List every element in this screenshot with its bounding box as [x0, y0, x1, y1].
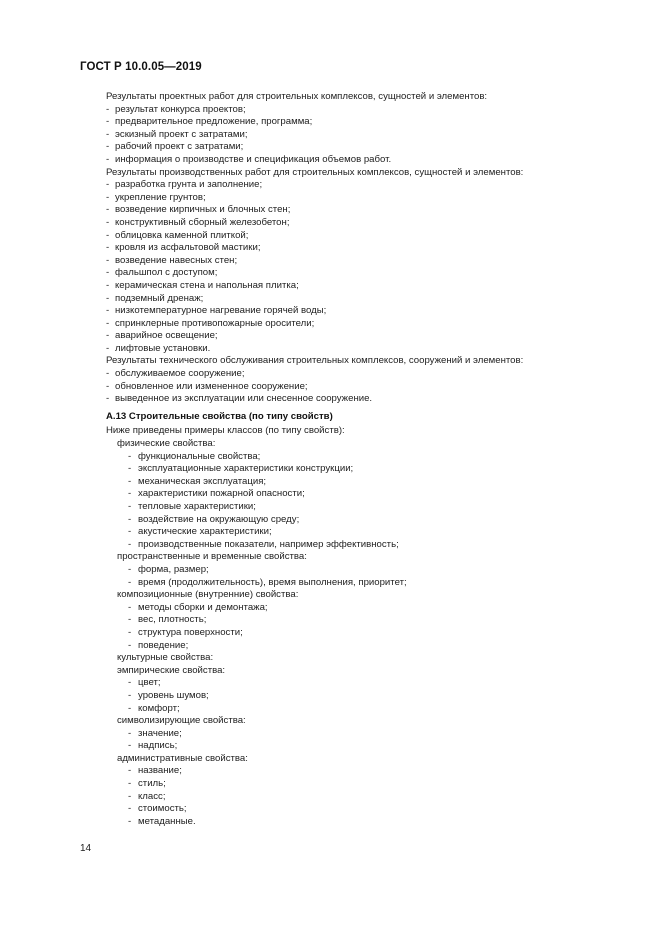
list-item: - низкотемпературное нагревание горячей воды;: [106, 305, 327, 317]
list-item: - рабочий проект с затратами;: [106, 141, 244, 153]
dash-bullet: -: [106, 141, 110, 153]
dash-bullet: -: [106, 279, 110, 291]
list-item: - механическая эксплуатация;: [128, 475, 267, 487]
list-item: - название;: [128, 765, 182, 777]
dash-bullet: -: [128, 488, 132, 500]
list-item: - укрепление грунтов;: [106, 191, 206, 203]
document-body: [106, 91, 576, 828]
dash-bullet: -: [106, 128, 110, 140]
dash-bullet: -: [128, 727, 132, 739]
dash-bullet: -: [128, 475, 132, 487]
dash-bullet: -: [128, 463, 132, 475]
list-item: - конструктивный сборный железобетон;: [106, 216, 290, 228]
list-item: - информация о производстве и спецификация объемов работ.: [106, 153, 392, 165]
dash-bullet: -: [106, 254, 110, 266]
list-item: - метаданные.: [128, 815, 196, 827]
group-label: физические свойства:: [117, 438, 216, 450]
dash-bullet: -: [106, 267, 110, 279]
list-item: - стоимость;: [128, 803, 187, 815]
dash-bullet: -: [128, 563, 132, 575]
list-item: - функциональные свойства;: [128, 450, 261, 462]
dash-bullet: -: [128, 513, 132, 525]
list-item: - характеристики пожарной опасности;: [128, 488, 305, 500]
dash-bullet: -: [106, 179, 110, 191]
list-item: - надпись;: [128, 740, 178, 752]
list-item: - эксплуатационные характеристики конструкции;: [128, 463, 354, 475]
list-item: - акустические характеристики;: [128, 526, 272, 538]
dash-bullet: -: [106, 368, 110, 380]
dash-bullet: -: [128, 501, 132, 512]
dash-bullet: -: [128, 740, 132, 752]
list-item: - эскизный проект с затратами;: [106, 128, 248, 140]
list-item: - обновленное или измененное сооружение;: [106, 380, 308, 392]
dash-bullet: -: [106, 380, 110, 392]
dash-bullet: -: [128, 526, 132, 538]
list-item: - вес, плотность;: [128, 614, 207, 626]
list-item: - облицовка каменной плиткой;: [106, 229, 249, 241]
dash-bullet: -: [106, 305, 110, 317]
group-label: административные свойства:: [117, 752, 248, 764]
list-item: - возведение кирпичных и блочных стен;: [106, 204, 291, 216]
paragraph-intro: Результаты технического обслуживания строительных комплексов, сооружений и элементов:: [106, 355, 524, 367]
dash-bullet: -: [106, 153, 110, 165]
dash-bullet: -: [106, 342, 110, 354]
dash-bullet: -: [106, 191, 110, 203]
list-item: - стиль;: [128, 778, 166, 790]
list-item: - значение;: [128, 727, 182, 739]
dash-bullet: -: [128, 614, 132, 626]
paragraph-intro: Результаты проектных работ для строительных комплексов, сущностей и элементов:: [106, 91, 488, 102]
list-item: - аварийное освещение;: [106, 330, 218, 342]
list-item: - цвет;: [128, 677, 161, 689]
dash-bullet: -: [128, 790, 132, 802]
list-item: - время (продолжительность), время выполнения, приоритет;: [128, 576, 407, 588]
dash-bullet: -: [128, 450, 132, 462]
list-item: - методы сборки и демонтажа;: [128, 601, 268, 613]
list-item: - спринклерные противопожарные оросители;: [106, 317, 315, 329]
group-label: композиционные (внутренние) свойства:: [117, 589, 299, 601]
section-heading: А.13 Строительные свойства (по типу свойств): [106, 410, 333, 422]
list-item: - структура поверхности;: [128, 626, 243, 638]
dash-bullet: -: [128, 538, 132, 550]
dash-bullet: -: [106, 242, 110, 254]
dash-bullet: -: [106, 216, 110, 228]
list-item: - фальшпол с доступом;: [106, 267, 218, 279]
list-item: - возведение навесных стен;: [106, 254, 238, 266]
page-number: 14: [80, 843, 92, 854]
list-item: - выведенное из эксплуатации или снесенное сооружение.: [106, 393, 373, 405]
list-item: - комфорт;: [128, 702, 180, 714]
list-item: - разработка грунта и заполнение;: [106, 179, 263, 191]
list-item: - лифтовые установки.: [106, 342, 211, 354]
dash-bullet: -: [128, 626, 132, 638]
dash-bullet: -: [106, 317, 110, 329]
dash-bullet: -: [128, 689, 132, 701]
list-item: - уровень шумов;: [128, 689, 209, 701]
dash-bullet: -: [128, 815, 132, 827]
dash-bullet: -: [128, 639, 132, 651]
dash-bullet: -: [128, 677, 132, 689]
paragraph-intro: Результаты производственных работ для строительных комплексов, сущностей и элементов:: [106, 166, 524, 178]
list-item: - подземный дренаж;: [106, 292, 204, 304]
dash-bullet: -: [106, 204, 110, 216]
group-label: пространственные и временные свойства:: [117, 551, 307, 563]
list-item: - обслуживаемое сооружение;: [106, 368, 245, 380]
dash-bullet: -: [128, 576, 132, 588]
list-item: - тепловые характеристики;: [128, 501, 256, 512]
dash-bullet: -: [128, 601, 132, 613]
list-item: - форма, размер;: [128, 563, 209, 575]
dash-bullet: -: [106, 229, 110, 241]
dash-bullet: -: [128, 702, 132, 714]
list-item: - поведение;: [128, 639, 189, 651]
list-item: - класс;: [128, 790, 166, 802]
list-item: - производственные показатели, например эффективность;: [128, 538, 399, 550]
dash-bullet: -: [128, 778, 132, 790]
group-label: символизирующие свойства:: [117, 715, 246, 727]
section-intro: Ниже приведены примеры классов (по типу свойств):: [106, 425, 345, 437]
dash-bullet: -: [128, 803, 132, 815]
group-label: культурные свойства:: [117, 652, 214, 664]
group-label: эмпирические свойства:: [117, 664, 226, 676]
list-item: - предварительное предложение, программа;: [106, 116, 313, 128]
dash-bullet: -: [106, 116, 110, 128]
list-item: - результат конкурса проектов;: [106, 103, 246, 115]
dash-bullet: -: [106, 330, 110, 342]
list-item: - воздействие на окружающую среду;: [128, 513, 300, 525]
dash-bullet: -: [106, 393, 110, 405]
page-header-title: ГОСТ Р 10.0.05—2019: [80, 61, 202, 73]
dash-bullet: -: [128, 765, 132, 777]
dash-bullet: -: [106, 292, 110, 304]
list-item: - керамическая стена и напольная плитка;: [106, 279, 299, 291]
dash-bullet: -: [106, 103, 110, 115]
list-item: - кровля из асфальтовой мастики;: [106, 242, 261, 254]
